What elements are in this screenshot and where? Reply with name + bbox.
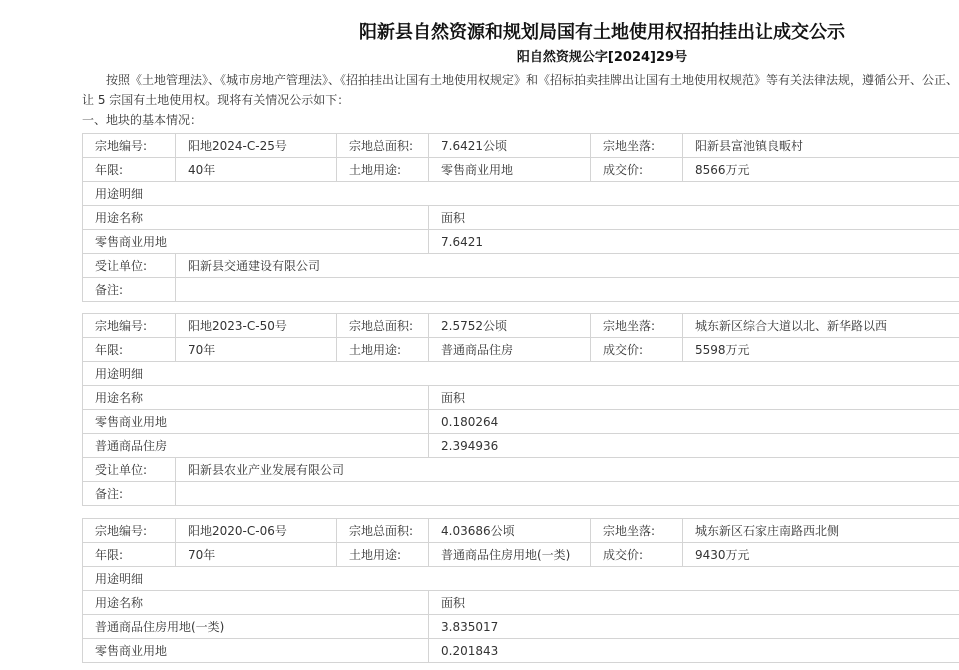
price-label: 成交价: bbox=[591, 543, 683, 567]
location-label: 宗地坐落: bbox=[591, 519, 683, 543]
use-label: 土地用途: bbox=[337, 158, 429, 182]
parcel-header-row bbox=[83, 134, 959, 158]
use-detail-item-row bbox=[83, 639, 959, 663]
total-area-value: 2.5752公顷 bbox=[429, 314, 591, 338]
location-label: 宗地坐落: bbox=[591, 134, 683, 158]
use-area-value: 0.180264 bbox=[429, 410, 959, 434]
area-header: 面积 bbox=[429, 206, 959, 230]
parcel-term-row bbox=[83, 543, 959, 567]
use-label: 土地用途: bbox=[337, 338, 429, 362]
use-name-value: 零售商业用地 bbox=[83, 230, 429, 254]
use-value: 普通商品住房用地(一类) bbox=[429, 543, 591, 567]
location-label: 宗地坐落: bbox=[591, 314, 683, 338]
use-detail-item-row bbox=[83, 615, 959, 639]
remarks-row bbox=[83, 482, 959, 506]
area-header: 面积 bbox=[429, 386, 959, 410]
use-detail-label: 用途明细 bbox=[83, 567, 959, 591]
transferee-row bbox=[83, 254, 959, 278]
remarks-row bbox=[83, 278, 959, 302]
use-detail-row bbox=[83, 182, 959, 206]
use-name-header: 用途名称 bbox=[83, 206, 429, 230]
use-detail-row bbox=[83, 362, 959, 386]
use-area-value: 3.835017 bbox=[429, 615, 959, 639]
use-area-value: 0.201843 bbox=[429, 639, 959, 663]
parcel-term-row bbox=[83, 158, 959, 182]
parcel-table bbox=[82, 518, 959, 663]
parcel-header-row bbox=[83, 314, 959, 338]
transferee-value: 阳新县农业产业发展有限公司 bbox=[176, 458, 959, 482]
use-value: 零售商业用地 bbox=[429, 158, 591, 182]
price-value: 5598万元 bbox=[683, 338, 959, 362]
transferee-label: 受让单位: bbox=[83, 254, 176, 278]
location-value: 阳新县富池镇良畈村 bbox=[683, 134, 959, 158]
use-name-header: 用途名称 bbox=[83, 386, 429, 410]
use-name-value: 零售商业用地 bbox=[83, 410, 429, 434]
use-area-value: 2.394936 bbox=[429, 434, 959, 458]
use-area-value: 7.6421 bbox=[429, 230, 959, 254]
transferee-row bbox=[83, 458, 959, 482]
parcel-no-value: 阳地2023-C-50号 bbox=[176, 314, 337, 338]
remarks-label: 备注: bbox=[83, 278, 176, 302]
notice-title: 阳新县自然资源和规划局国有土地使用权招拍挂出让成交公示 bbox=[359, 22, 845, 43]
intro-paragraph-line2: 让 5 宗国有土地使用权。现将有关情况公示如下： bbox=[82, 93, 350, 107]
use-name-value: 零售商业用地 bbox=[83, 639, 429, 663]
transferee-value: 阳新县交通建设有限公司 bbox=[176, 254, 959, 278]
term-value: 40年 bbox=[176, 158, 337, 182]
transferee-label: 受让单位: bbox=[83, 458, 176, 482]
section-heading: 一、地块的基本情况： bbox=[82, 113, 203, 127]
total-area-label: 宗地总面积: bbox=[337, 519, 429, 543]
parcel-term-row bbox=[83, 338, 959, 362]
use-detail-header-row bbox=[83, 591, 959, 615]
area-header: 面积 bbox=[429, 591, 959, 615]
term-value: 70年 bbox=[176, 338, 337, 362]
term-value: 70年 bbox=[176, 543, 337, 567]
parcel-no-label: 宗地编号: bbox=[83, 314, 176, 338]
use-detail-header-row bbox=[83, 206, 959, 230]
parcel-table bbox=[82, 133, 959, 302]
total-area-value: 7.6421公顷 bbox=[429, 134, 591, 158]
total-area-label: 宗地总面积: bbox=[337, 134, 429, 158]
use-name-header: 用途名称 bbox=[83, 591, 429, 615]
price-value: 9430万元 bbox=[683, 543, 959, 567]
use-name-value: 普通商品住房 bbox=[83, 434, 429, 458]
use-detail-header-row bbox=[83, 386, 959, 410]
parcel-no-label: 宗地编号: bbox=[83, 134, 176, 158]
parcel-table bbox=[82, 313, 959, 506]
parcel-header-row bbox=[83, 519, 959, 543]
remarks-label: 备注: bbox=[83, 482, 176, 506]
term-label: 年限: bbox=[83, 338, 176, 362]
use-label: 土地用途: bbox=[337, 543, 429, 567]
remarks-value bbox=[176, 482, 959, 506]
total-area-value: 4.03686公顷 bbox=[429, 519, 591, 543]
use-detail-label: 用途明细 bbox=[83, 182, 959, 206]
price-label: 成交价: bbox=[591, 338, 683, 362]
use-detail-item-row bbox=[83, 230, 959, 254]
use-detail-row bbox=[83, 567, 959, 591]
location-value: 城东新区石家庄南路西北侧 bbox=[683, 519, 959, 543]
use-detail-label: 用途明细 bbox=[83, 362, 959, 386]
location-value: 城东新区综合大道以北、新华路以西 bbox=[683, 314, 959, 338]
parcel-no-label: 宗地编号: bbox=[83, 519, 176, 543]
term-label: 年限: bbox=[83, 158, 176, 182]
price-value: 8566万元 bbox=[683, 158, 959, 182]
total-area-label: 宗地总面积: bbox=[337, 314, 429, 338]
price-label: 成交价: bbox=[591, 158, 683, 182]
use-name-value: 普通商品住房用地(一类) bbox=[83, 615, 429, 639]
use-detail-item-row bbox=[83, 410, 959, 434]
parcel-no-value: 阳地2020-C-06号 bbox=[176, 519, 337, 543]
use-value: 普通商品住房 bbox=[429, 338, 591, 362]
use-detail-item-row bbox=[83, 434, 959, 458]
parcel-no-value: 阳地2024-C-25号 bbox=[176, 134, 337, 158]
term-label: 年限: bbox=[83, 543, 176, 567]
doc-number: 阳自然资规公字[2024]29号 bbox=[516, 50, 688, 65]
intro-paragraph-line1: 按照《土地管理法》、《城市房地产管理法》、《招拍挂出让国有土地使用权规定》和《招标拍卖挂牌出让国有土地使用权规范》等有关法律法规，遵循公开、公正、 bbox=[106, 73, 959, 87]
remarks-value bbox=[176, 278, 959, 302]
